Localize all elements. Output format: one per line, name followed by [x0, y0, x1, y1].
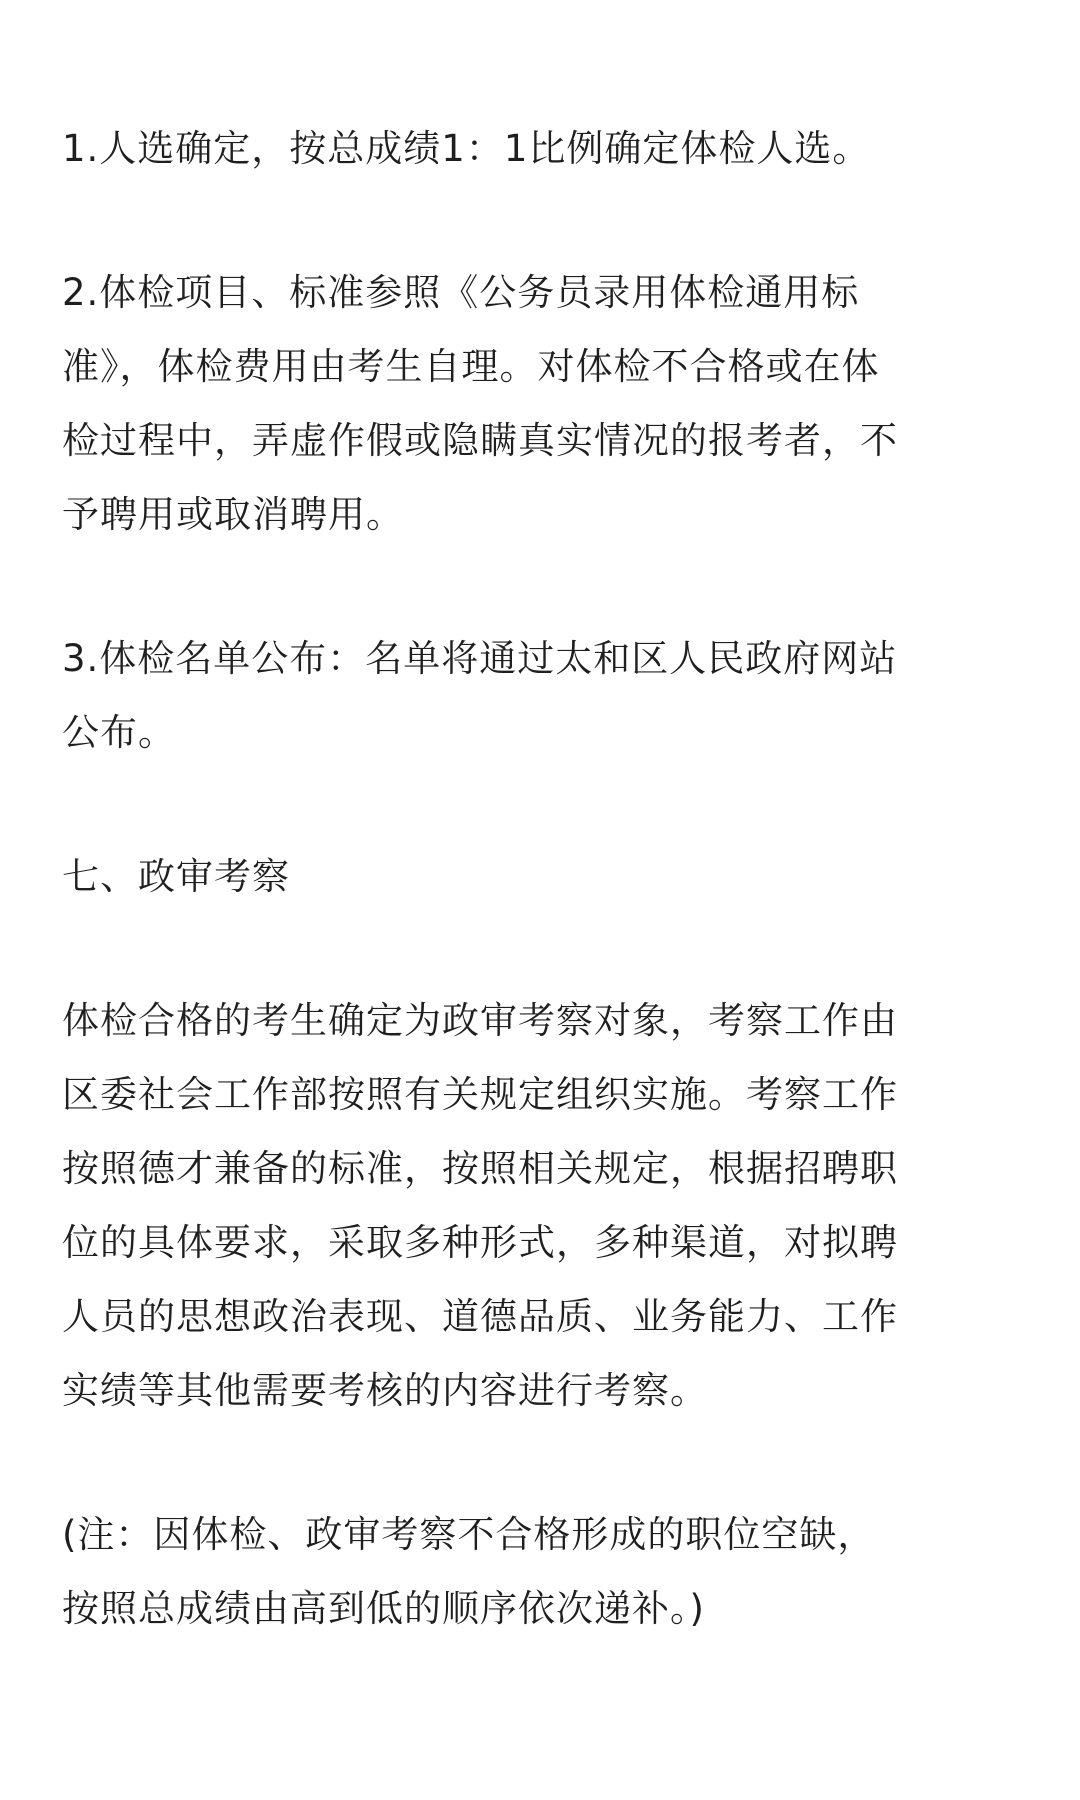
article-body	[62, 112, 1022, 1646]
note-vacancy-replacement: (注：因体检、政审考察不合格形成的职位空缺， 按照总成绩由高到低的顺序依次递补。)	[62, 1513, 876, 1630]
paragraph-political-review: 体检合格的考生确定为政审考察对象，考察工作由 区委社会工作部按照有关规定组织实施。考察工作 按照德才兼备的标准，按照相关规定，根据招聘职 位的具体要求，采取多种形式，多种渠道，对拟聘 人员的思想政治表现、道德品质、业务能力、工作 实绩等其他需要考核的内容进行考察。	[62, 999, 898, 1412]
paragraph-exam-list-announcement: 3.体检名单公布：名单将通过太和区人民政府网站 公布。	[62, 637, 898, 754]
paragraph-candidate-selection: 1.人选确定，按总成绩1：1比例确定体检人选。	[62, 127, 871, 170]
section-heading-political-review: 七、政审考察	[62, 855, 290, 898]
paragraph-physical-exam-standard: 2.体检项目、标准参照《公务员录用体检通用标 准》，体检费用由考生自理。对体检不合格或在体 检过程中，弄虚作假或隐瞒真实情况的报考者，不 予聘用或取消聘用。	[62, 271, 898, 536]
